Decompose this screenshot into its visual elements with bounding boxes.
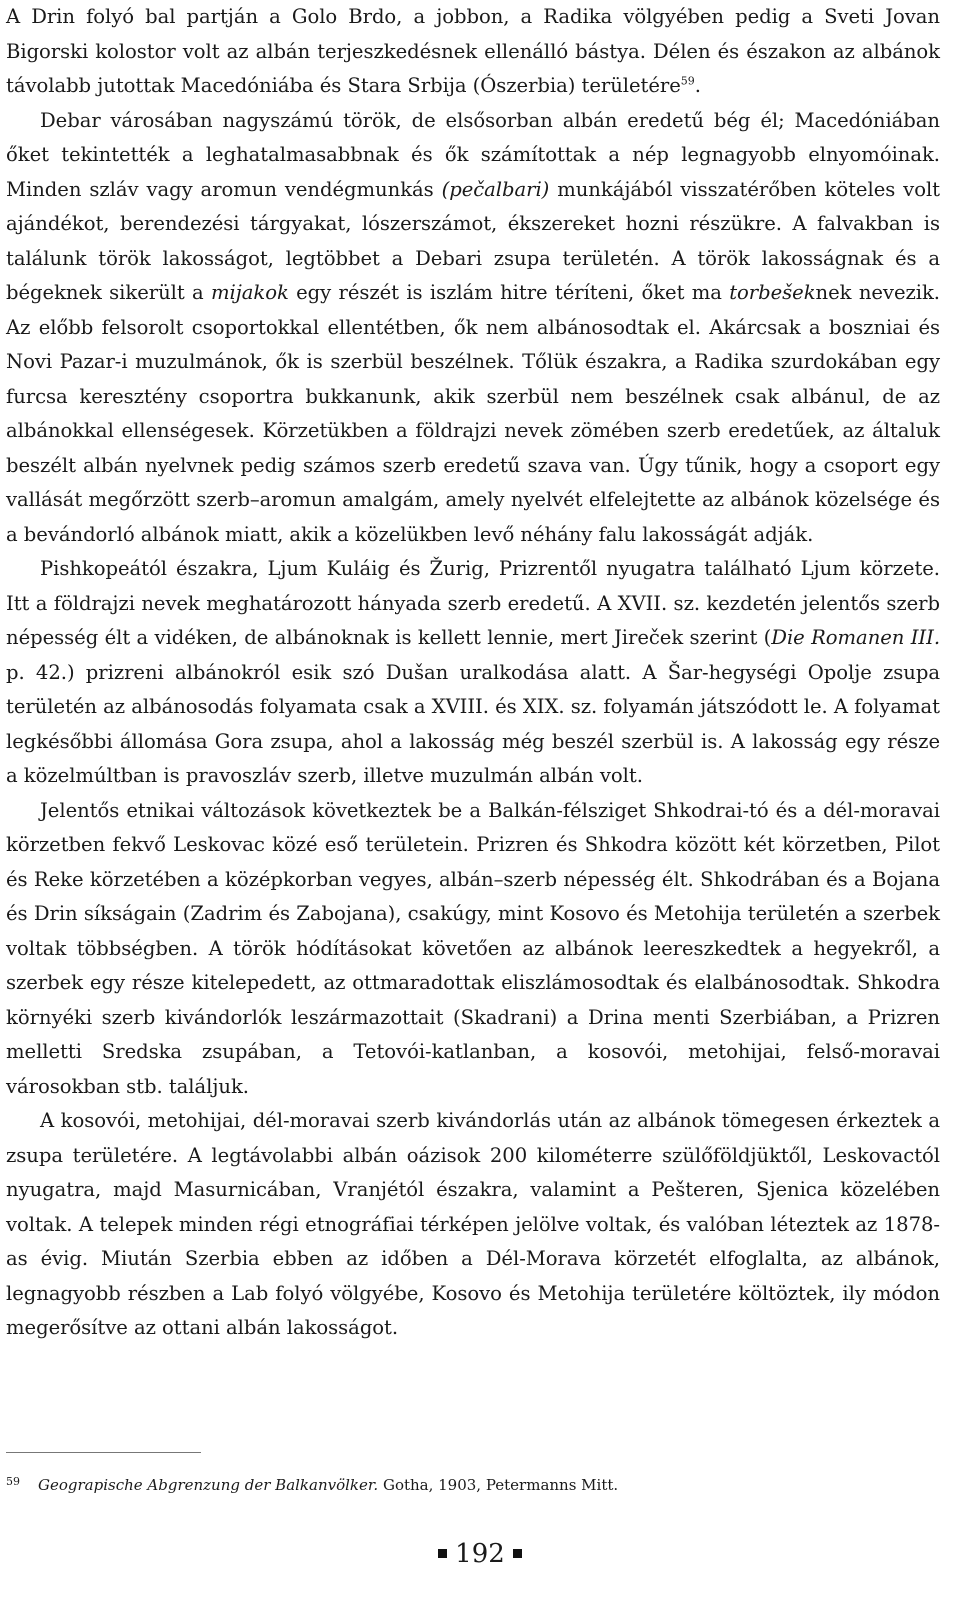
paragraph bbox=[6, 1104, 940, 1346]
italic-term: Die Romanen III. bbox=[771, 626, 940, 649]
square-ornament-left bbox=[438, 1549, 447, 1558]
paragraph bbox=[6, 794, 940, 1105]
text-run: egy részét is iszlám hitre téríteni, őket ma bbox=[288, 281, 730, 304]
italic-term: (pečalbari) bbox=[441, 177, 550, 201]
text-run: . bbox=[694, 74, 701, 97]
footnote-rest: Gotha, 1903, Petermanns Mitt. bbox=[378, 1476, 619, 1494]
italic-term: torbešek bbox=[729, 281, 816, 304]
footnote bbox=[6, 1474, 940, 1496]
body-text bbox=[6, 0, 940, 1346]
text-run: Jelentős etnikai változások következtek be a Balkán-félsziget Shkodrai-tó és a dél-moravai körzetben fekvő Leskovac közé eső területein. Prizren és Shkodra között két körzetben, Pilot és Reke körzetében a középkorban vegyes, albán–szerb népesség élt. Shkodrában és a Bojana és Drin síkságain (Zadrim és Zabojana), csakúgy, mint Kosovo és Metohija területén a szerbek voltak többségben. A török hódításokat követően az albánok leereszkedtek a hegyekről, a szerbek egy része kitelepedett, az ottmaradottak eliszlámosodtak és elalbánosodtak. Shkodra környéki szerb kivándorlók leszármazottait (Skadrani) a Drina menti Szerbiában, a Prizren melletti Sredska zsupában, a Tetovói-katlanban, a kosovói, metohijai, felső-moravai városokban stb. találjuk. bbox=[6, 798, 940, 1098]
text-run: A Drin folyó bal partján a Golo Brdo, a jobbon, a Radika völgyében pedig a Sveti Jovan Bigorski kolostor volt az albán terjeszkedésnek ellenálló bástya. Délen és északon az albánok távolabb jutottak Macedóniába és Stara Srbija (Ószerbia) területére bbox=[6, 5, 940, 97]
text-run: p. 42.) prizreni albánokról esik szó Dušan uralkodása alatt. A Šar-hegységi Opolje zsupa területén az albánosodás folyamata csak a XVIII. és XIX. sz. folyamán játszódott le. A folyamat legkésőbbi állomása Gora zsupa, ahol a lakosság még beszél szerbül is. A lakosság egy része a közelmúltban is pravoszláv szerb, illetve muzulmán albán volt. bbox=[6, 660, 940, 787]
footnote-ref: 59 bbox=[680, 74, 695, 88]
footnote-title: Geograpische Abgrenzung der Balkanvölker. bbox=[38, 1476, 379, 1494]
text-run: Pishkopeától északra, Ljum Kuláig és Žurig, Prizrentől nyugatra található Ljum körzete. Itt a földrajzi nevek meghatározott hányada szerb eredetű. A XVII. sz. kezdetén jelentős szerb népesség élt a vidéken, de albánoknak is kellett lennie, mert Jireček szerint ( bbox=[6, 557, 940, 649]
italic-term: mijakok bbox=[210, 281, 289, 304]
footnote-number: 59 bbox=[6, 1475, 20, 1488]
text-run: A kosovói, metohijai, dél-moravai szerb kivándorlás után az albánok tömegesen érkeztek a zsupa területére. A legtávolabbi albán oázisok 200 kilométerre szülőföldjüktől, Leskovactól nyugatra, majd Masurnicában, Vranjétól északra, valamint a Pešteren, Sjenica közelében voltak. A telepek minden régi etnográfiai térképen jelölve voltak, és valóban léteztek az 1878-as évig. Miután Szerbia ebben az időben a Dél-Morava körzetét elfoglalta, az albánok, legnagyobb részben a Lab folyó völgyébe, Kosovo és Metohija területére költöztek, ily módon megerősítve az ottani albán lakosságot. bbox=[6, 1109, 940, 1339]
page-number bbox=[0, 1534, 960, 1574]
text-run: Debar városában nagyszámú török, de elsősorban albán eredetű bég él; Macedóniában őket tekintették a leghatalmasabbnak és ők számítottak a nép legnagyobb elnyomóinak. Minden szláv vagy aromun vendégmunkás bbox=[6, 108, 940, 201]
square-ornament-right bbox=[513, 1549, 522, 1558]
footnote-rule bbox=[6, 1452, 201, 1453]
paragraph bbox=[6, 104, 940, 553]
page-number-value: 192 bbox=[455, 1539, 505, 1569]
paragraph bbox=[6, 552, 940, 794]
text-run: munkájából visszatérőben köteles volt ajándékot, berendezési tárgyakat, lószerszámot, ékszereket hozni részükre. A falvakban is találunk török lakosságot, legtöbbet a Debari zsupa területén. A török lakosságnak és a bégeknek sikerült a bbox=[6, 177, 940, 304]
text-run: nek nevezik. Az előbb felsorolt csoportokkal ellentétben, ők nem albánosodtak el. Akárcsak a boszniai és Novi Pazar-i muzulmánok, ők is szerbül beszélnek. Tőlük északra, a Radika szurdokában egy furcsa keresztény csoportra bukkanunk, akik szerbül nem beszélnek csak albánul, de az albánokkal ellenségesek. Körzetükben a földrajzi nevek zömében szerb eredetűek, az általuk beszélt albán nyelvnek pedig számos szerb eredetű szava van. Úgy tűnik, hogy a csoport egy vallását megőrzött szerb–aromun amalgám, amely nyelvét elfelejtette az albánok közelsége és a bevándorló albánok miatt, akik a közelükben levő néhány falu lakosságát adják. bbox=[6, 281, 940, 546]
paragraph bbox=[6, 0, 940, 104]
